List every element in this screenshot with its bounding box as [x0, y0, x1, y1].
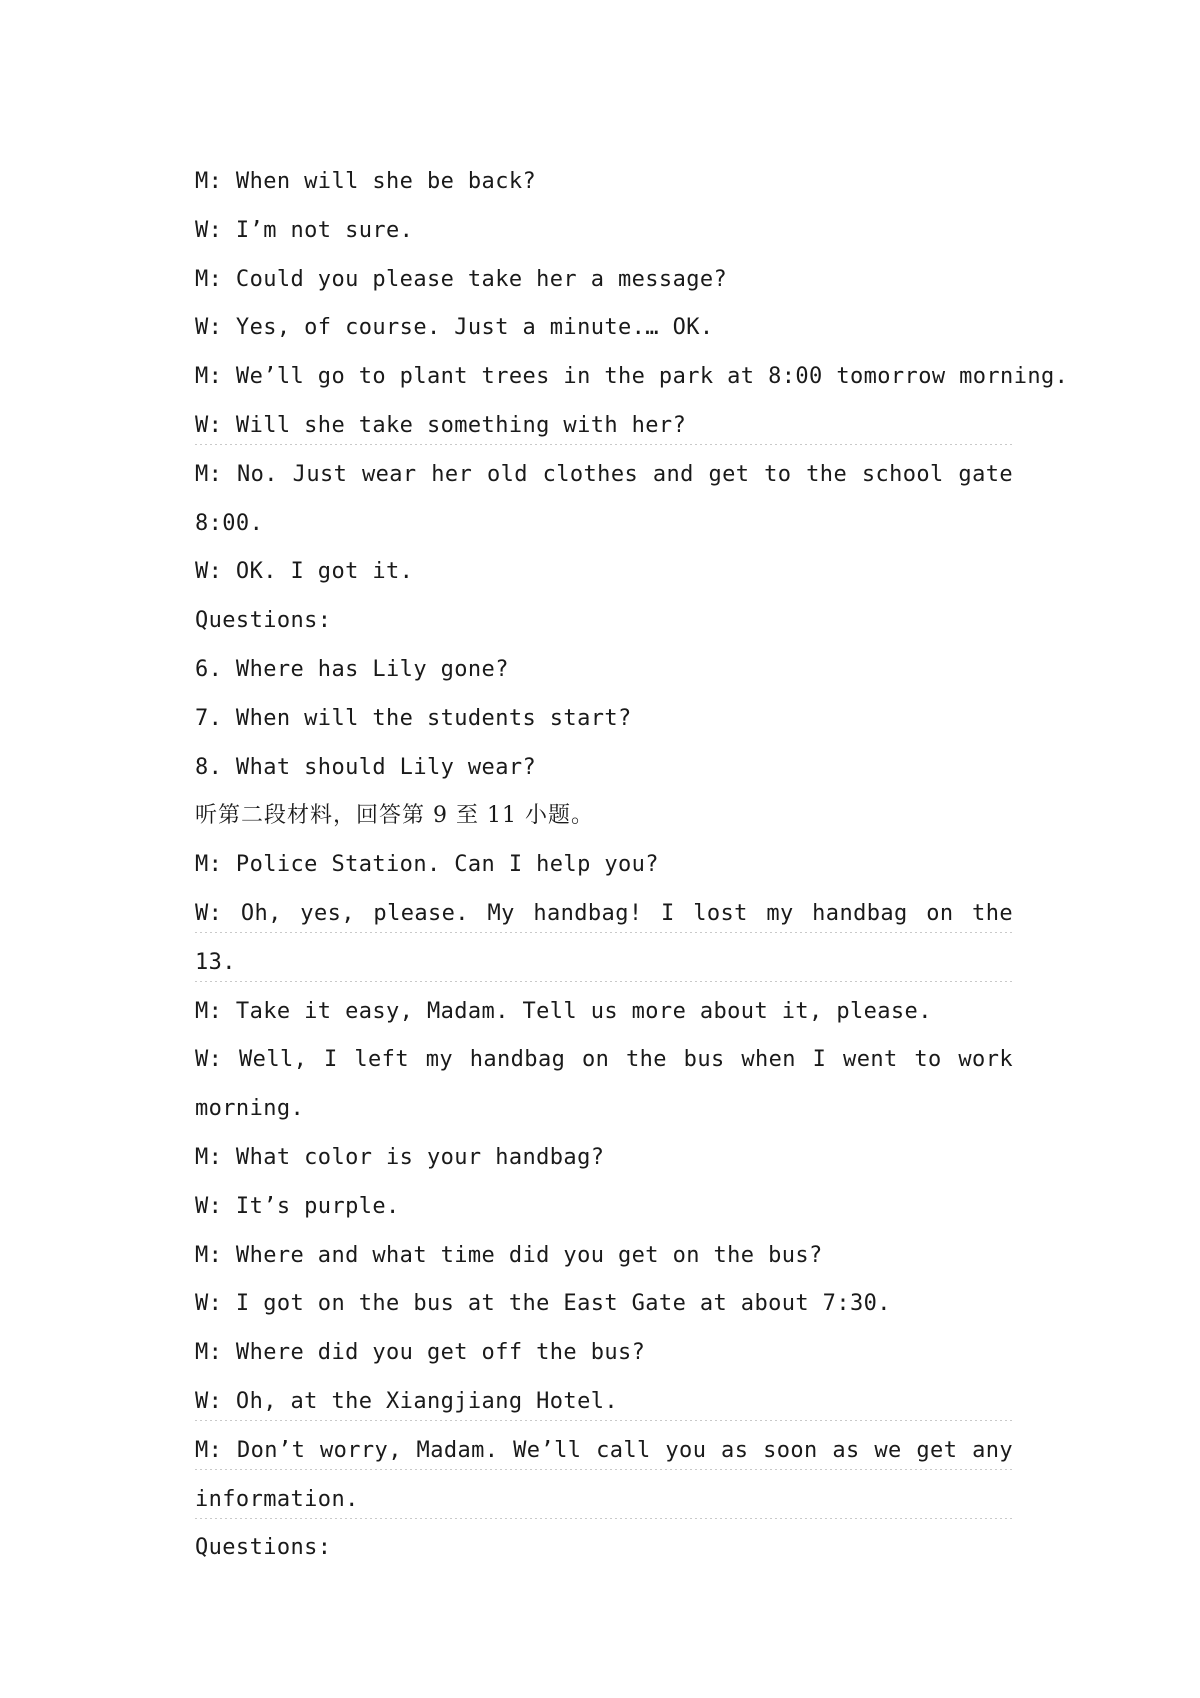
section-instruction: 听第二段材料，回答第 9 至 11 小题。 — [195, 803, 594, 829]
dialogue-line: M: Where and what time did you get on the bus? — [195, 1242, 823, 1268]
dialogue-line-continuation: 8:00. — [195, 510, 264, 536]
dialogue-line: M: Don’t worry, Madam. We’ll call you as soon as we get any — [195, 1427, 1013, 1476]
question-item: 7. When will the students start? — [195, 705, 632, 731]
questions-heading: Questions: — [195, 608, 332, 634]
question-item: 6. Where has Lily gone? — [195, 656, 509, 682]
dialogue-line: W: Well, I left my handbag on the bus when I went to work — [195, 1047, 1013, 1073]
dialogue-line: M: No. Just wear her old clothes and get to the school gate — [195, 461, 1013, 487]
dialogue-line: W: I got on the bus at the East Gate at about 7:30. — [195, 1291, 891, 1317]
dialogue-line: M: When will she be back? — [195, 169, 537, 194]
dialogue-line: M: Where did you get off the bus? — [195, 1340, 646, 1366]
dialogue-line: W: It’s purple. — [195, 1193, 400, 1219]
dialogue-line: M: Could you please take her a message? — [195, 266, 728, 292]
dialogue-line: M: Police Station. Can I help you? — [195, 852, 659, 878]
dialogue-line: W: Will she take something with her? — [195, 402, 1013, 451]
dialogue-line-continuation: information. — [195, 1476, 1013, 1525]
dialogue-line: W: OK. I got it. — [195, 559, 414, 585]
dialogue-line: W: Yes, of course. Just a minute.… OK. — [195, 315, 714, 341]
questions-heading: Questions: — [195, 1535, 332, 1561]
dialogue-line: W: I’m not sure. — [195, 217, 414, 243]
dialogue-line-continuation: morning. — [195, 1096, 305, 1122]
transcript-body — [195, 158, 1069, 1573]
dialogue-line: M: Take it easy, Madam. Tell us more about it, please. — [195, 998, 932, 1024]
dialogue-line: W: Oh, yes, please. My handbag! I lost my handbag on the — [195, 890, 1013, 939]
dialogue-line-continuation: 13. — [195, 939, 1013, 988]
question-item: 8. What should Lily wear? — [195, 754, 537, 780]
dialogue-line: M: We’ll go to plant trees in the park at 8:00 tomorrow morning. — [195, 364, 1069, 390]
dialogue-line: M: What color is your handbag? — [195, 1144, 605, 1170]
dialogue-line: W: Oh, at the Xiangjiang Hotel. — [195, 1378, 1013, 1427]
